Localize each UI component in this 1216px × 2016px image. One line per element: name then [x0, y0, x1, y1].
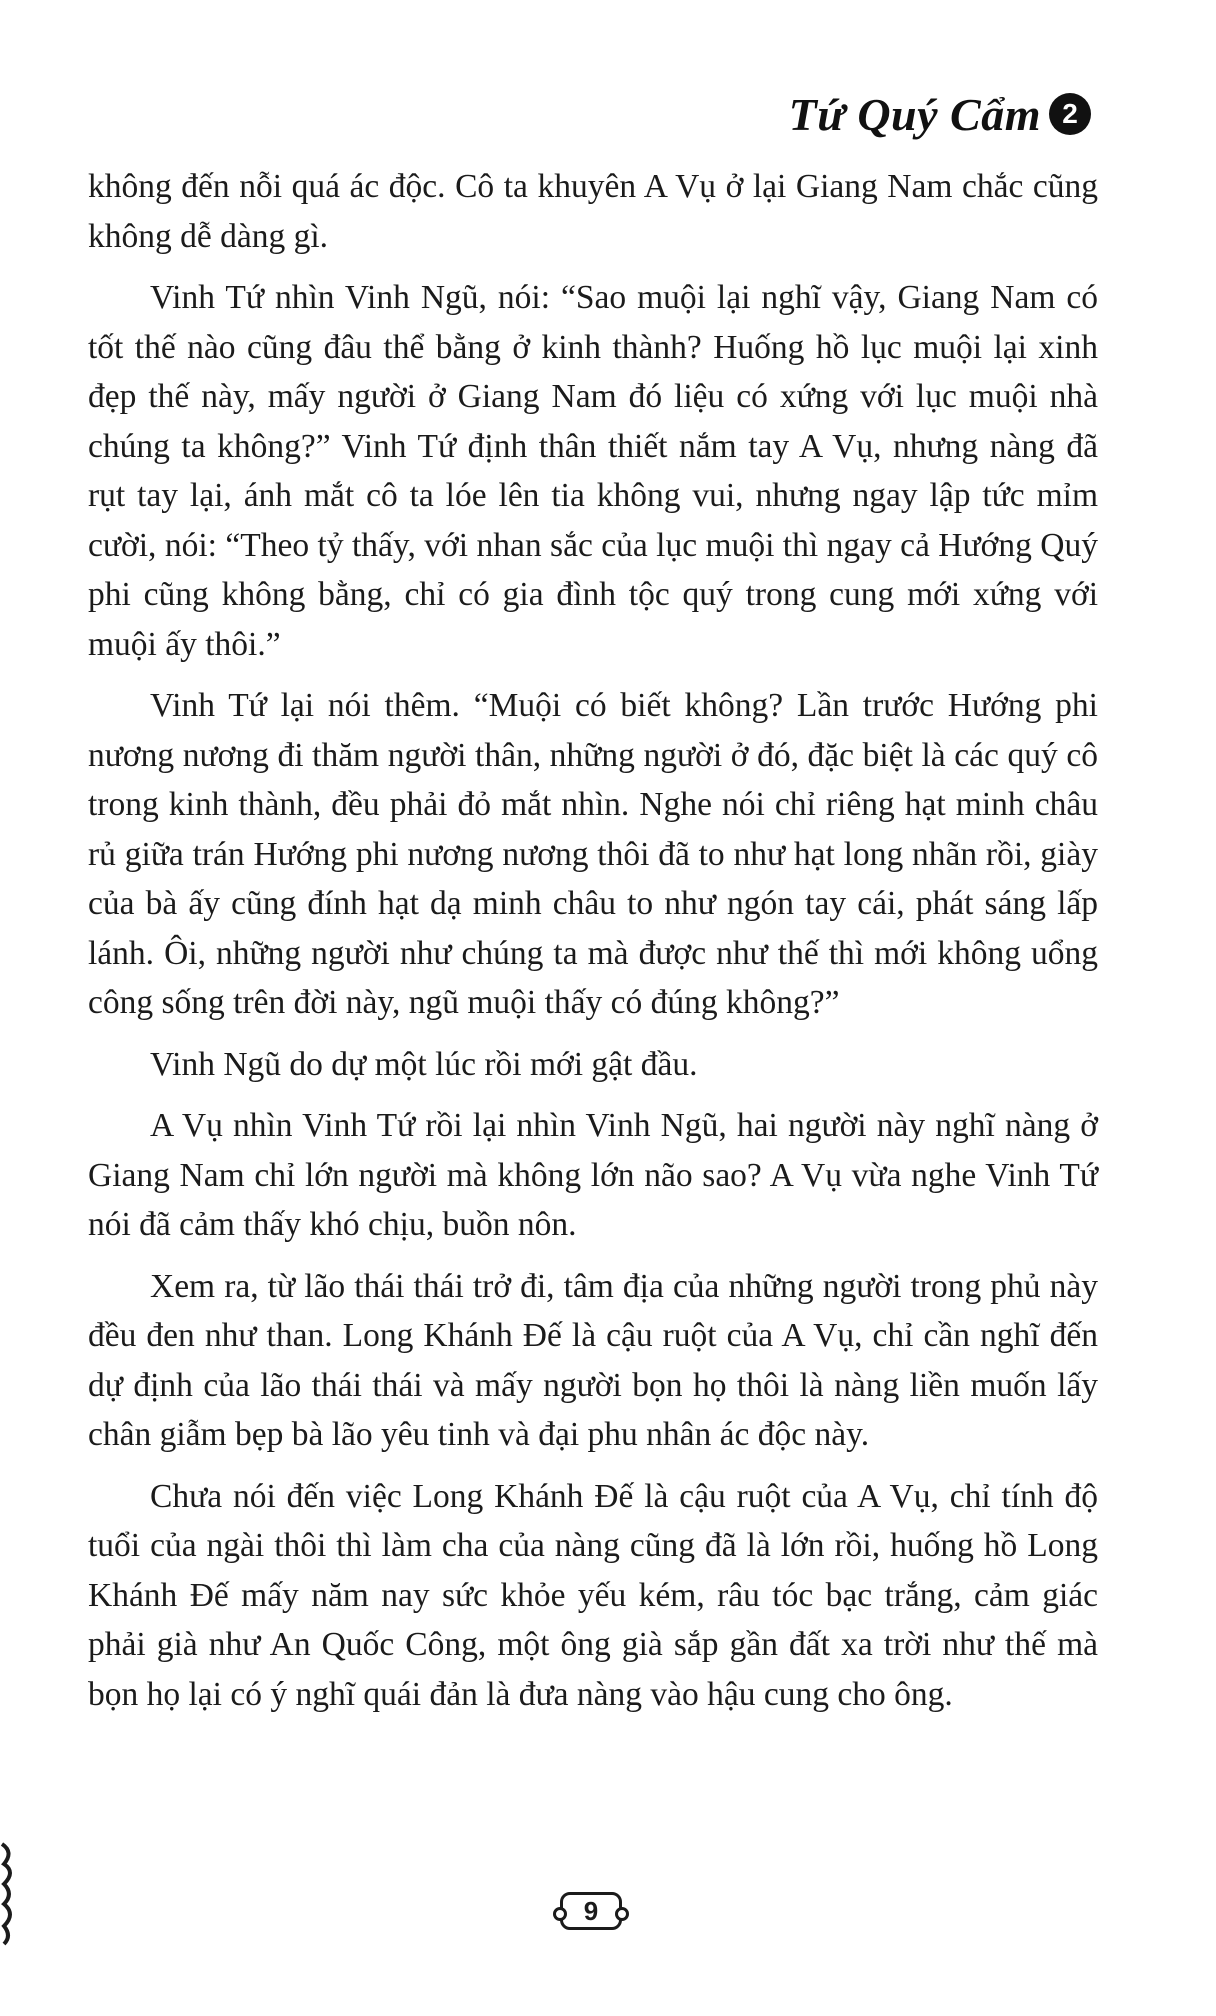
running-header — [789, 82, 1091, 146]
paragraph-7: Chưa nói đến việc Long Khánh Đế là cậu ruột của A Vụ, chỉ tính độ tuổi của ngài thôi thì làm cha của nàng cũng đã là lớn rồi, huống hồ Long Khánh Đế mấy năm nay sức khỏe yếu kém, râu tóc bạc trắng, cảm giác phải già như An Quốc Công, một ông già sắp gần đất xa trời như thế mà bọn họ lại có ý nghĩ quái đản là đưa nàng vào hậu cung cho ông. — [88, 1477, 1098, 1713]
paragraph-1: không đến nỗi quá ác độc. Cô ta khuyên A Vụ ở lại Giang Nam chắc cũng không dễ dàng gì. — [88, 168, 1098, 255]
book-title: Tứ Quý Cẩm — [788, 88, 1041, 140]
paragraph-2: Vinh Tứ nhìn Vinh Ngũ, nói: “Sao muội lại nghĩ vậy, Giang Nam có tốt thế nào cũng đâu thể bằng ở kinh thành? Huống hồ lục muội lại xinh đẹp thế này, mấy người ở Giang Nam đó liệu có xứng với lục muội nhà chúng ta không?” Vinh Tứ định thân thiết nắm tay A Vụ, nhưng nàng đã rụt tay lại, ánh mắt cô ta lóe lên tia không vui, nhưng ngay lập tức mỉm cười, nói: “Theo tỷ thấy, với nhan sắc của lục muội thì ngay cả Hướng Quý phi cũng không bằng, chỉ có gia đình tộc quý trong cung mới xứng với muội ấy thôi.” — [88, 279, 1098, 663]
page-body-text — [88, 162, 1098, 1731]
paragraph-5: A Vụ nhìn Vinh Tứ rồi lại nhìn Vinh Ngũ, hai người này nghĩ nàng ở Giang Nam chỉ lớn người mà không lớn não sao? A Vụ vừa nghe Vinh Tứ nói đã cảm thấy khó chịu, buồn nôn. — [88, 1107, 1098, 1243]
paragraph-3: Vinh Tứ lại nói thêm. “Muội có biết không? Lần trước Hướng phi nương nương đi thăm người thân, những người ở đó, đặc biệt là các quý cô trong kinh thành, đều phải đỏ mắt nhìn. Nghe nói chỉ riêng hạt minh châu rủ giữa trán Hướng phi nương nương thôi đã to như hạt long nhãn rồi, giày của bà ấy cũng đính hạt dạ minh châu to như ngón tay cái, phát sáng lấp lánh. Ôi, những người như chúng ta mà được như thế thì mới không uổng công sống trên đời này, ngũ muội thấy có đúng không?” — [88, 687, 1098, 1021]
page-number: 9 — [560, 1892, 622, 1930]
volume-badge: 2 — [1049, 93, 1091, 135]
paragraph-6: Xem ra, từ lão thái thái trở đi, tâm địa của những người trong phủ này đều đen như than. Long Khánh Đế là cậu ruột của A Vụ, chỉ cần nghĩ đến dự định của lão thái thái và mấy người bọn họ thôi là nàng liền muốn lấy chân giẫm bẹp bà lão yêu tinh và đại phu nhân ác độc này. — [88, 1267, 1098, 1453]
edge-ornament-icon — [0, 1838, 22, 1948]
paragraph-4: Vinh Ngũ do dự một lúc rồi mới gật đầu. — [150, 1045, 698, 1083]
